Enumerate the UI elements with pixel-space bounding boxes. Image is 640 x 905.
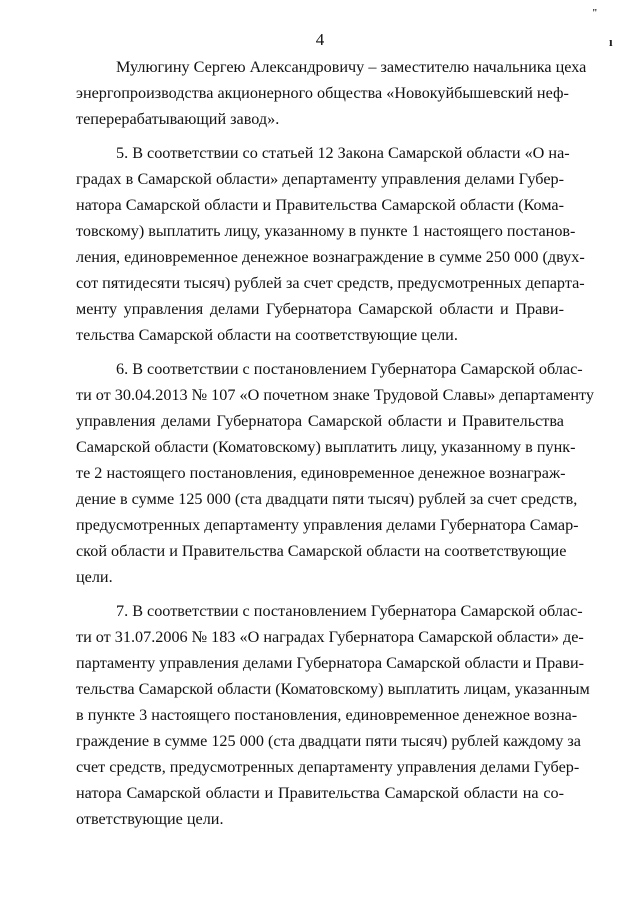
text-line: менту управления делами Губернатора Самарской области и Прави-: [76, 300, 564, 318]
text-line: дение в сумме 125 000 (ста двадцати пяти тысяч) рублей за счет средств,: [76, 490, 578, 508]
text-line: тельства Самарской области на соответствующие цели.: [76, 326, 458, 344]
text-line: ти от 30.04.2013 № 107 «О почетном знаке Трудовой Славы» департаменту: [76, 386, 594, 404]
text-line: ответствующие цели.: [76, 810, 224, 828]
text-line: сот пятидесяти тысяч) рублей за счет средств, предусмотренных департа-: [76, 274, 585, 292]
scan-mark: ": [592, 8, 598, 19]
text-line: градах в Самарской области» департаменту управления делами Губер-: [76, 170, 564, 188]
text-line: ти от 31.07.2006 № 183 «О наградах Губернатора Самарской области» де-: [76, 628, 584, 646]
text-line: предусмотренных департаменту управления делами Губернатора Самар-: [76, 516, 579, 534]
text-line: тельства Самарской области (Коматовскому) выплатить лицам, указанным: [76, 680, 590, 698]
text-line: счет средств, предусмотренных департаменту управления делами Губер-: [76, 758, 580, 776]
text-line: Самарской области (Коматовскому) выплатить лицу, указанному в пунк-: [76, 438, 576, 456]
text-line: управления делами Губернатора Самарской области и Правительства: [76, 412, 564, 430]
page-number: 4: [315, 30, 325, 49]
text-line: 5. В соответствии со статьей 12 Закона Самарской области «О на-: [116, 144, 570, 162]
text-line: в пункте 3 настоящего постановления, единовременное денежное возна-: [76, 706, 578, 724]
text-line: те 2 настоящего постановления, единовременное денежное вознаграж-: [76, 464, 566, 482]
text-line: ской области и Правительства Самарской области на соответствующие: [76, 542, 567, 560]
scan-mark: ı: [609, 34, 613, 49]
text-line: партаменту управления делами Губернатора Самарской области и Прави-: [76, 654, 585, 672]
text-line: натора Самарской области и Правительства Самарской области (Кома-: [76, 196, 564, 214]
text-line: 6. В соответствии с постановлением Губернатора Самарской облас-: [116, 360, 583, 378]
text-line: ления, единовременное денежное вознаграждение в сумме 250 000 (двух-: [76, 248, 585, 266]
text-line: 7. В соответствии с постановлением Губернатора Самарской облас-: [116, 602, 583, 620]
text-line: товскому) выплатить лицу, указанному в пункте 1 настоящего постанов-: [76, 222, 576, 240]
text-line: граждение в сумме 125 000 (ста двадцати пяти тысяч) рублей каждому за: [76, 732, 581, 750]
text-line: Мулюгину Сергею Александровичу – заместителю начальника цеха: [116, 58, 587, 76]
text-line: теперерабатывающий завод».: [76, 110, 280, 128]
text-line: натора Самарской области и Правительства Самарской области на со-: [76, 784, 564, 802]
text-line: цели.: [76, 568, 113, 586]
text-line: энергопроизводства акционерного общества «Новокуйбышевский неф-: [76, 84, 569, 102]
